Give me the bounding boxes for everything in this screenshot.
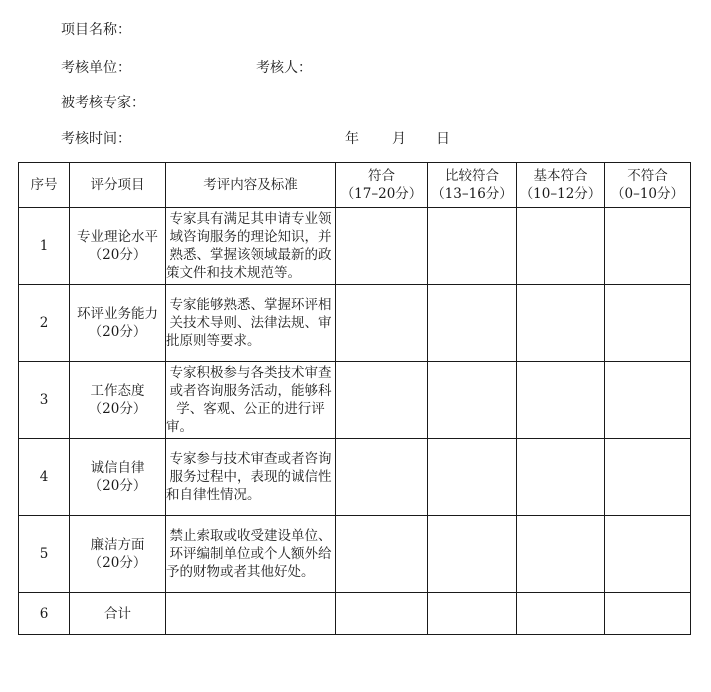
row-item-name: 专业理论水平	[77, 229, 158, 245]
row-item-name: 环评业务能力	[77, 306, 158, 322]
col-header-criteria: 考评内容及标准	[166, 163, 336, 208]
col-header-nonconform	[605, 163, 691, 208]
col-header-conform-range: （17–20分）	[340, 186, 423, 202]
col-header-nonconform-range: （0–10分）	[610, 186, 685, 202]
row-no: 1	[19, 208, 70, 285]
score-cell-conform[interactable]	[336, 362, 428, 439]
col-header-basic-conform	[517, 163, 605, 208]
total-row	[19, 593, 691, 635]
score-cell-conform[interactable]	[336, 285, 428, 362]
score-cell-basic-conform[interactable]	[517, 285, 605, 362]
assessed-expert-label: 被考核专家：	[61, 95, 145, 111]
row-item	[70, 439, 166, 516]
row-criteria: 专家能够熟悉、掌握环评相关技术导则、法律法规、审批原则等要求。	[166, 285, 336, 362]
total-cell-basic-conform[interactable]	[517, 593, 605, 635]
row-item-name: 廉洁方面	[90, 537, 145, 553]
row-no: 4	[19, 439, 70, 516]
score-cell-fairly-conform[interactable]	[428, 516, 517, 593]
date-month-label: 月	[392, 131, 406, 147]
score-cell-nonconform[interactable]	[605, 362, 691, 439]
total-criteria-cell	[166, 593, 336, 635]
col-header-basic-conform-title: 基本符合	[533, 168, 588, 184]
score-cell-fairly-conform[interactable]	[428, 208, 517, 285]
table-row	[19, 208, 691, 285]
score-cell-fairly-conform[interactable]	[428, 362, 517, 439]
score-cell-nonconform[interactable]	[605, 285, 691, 362]
table-row	[19, 439, 691, 516]
score-cell-conform[interactable]	[336, 516, 428, 593]
row-item-points: （20分）	[88, 324, 147, 340]
col-header-no: 序号	[19, 163, 70, 208]
assessment-unit-label: 考核单位：	[61, 60, 131, 76]
evaluation-table	[18, 162, 691, 635]
row-item	[70, 208, 166, 285]
score-cell-fairly-conform[interactable]	[428, 439, 517, 516]
total-cell-fairly-conform[interactable]	[428, 593, 517, 635]
row-criteria: 专家参与技术审查或者咨询服务过程中，表现的诚信性和自律性情况。	[166, 439, 336, 516]
col-header-fairly-conform-range: （13–16分）	[431, 186, 513, 202]
assessment-time-label: 考核时间：	[61, 131, 131, 147]
row-item-points: （20分）	[88, 555, 147, 571]
table-header-row	[19, 163, 691, 208]
row-item-points: （20分）	[88, 478, 147, 494]
total-cell-conform[interactable]	[336, 593, 428, 635]
table-row	[19, 516, 691, 593]
date-year-label: 年	[345, 131, 359, 147]
row-item	[70, 285, 166, 362]
score-cell-nonconform[interactable]	[605, 208, 691, 285]
table-row	[19, 362, 691, 439]
project-name-label: 项目名称：	[61, 22, 131, 38]
total-label: 合计	[70, 593, 166, 635]
row-no: 5	[19, 516, 70, 593]
row-criteria: 专家积极参与各类技术审查或者咨询服务活动，能够科学、客观、公正的进行评审。	[166, 362, 336, 439]
score-cell-basic-conform[interactable]	[517, 362, 605, 439]
row-no: 3	[19, 362, 70, 439]
score-cell-basic-conform[interactable]	[517, 516, 605, 593]
row-item	[70, 362, 166, 439]
row-item-name: 诚信自律	[90, 460, 145, 476]
col-header-conform-title: 符合	[368, 168, 395, 184]
score-cell-nonconform[interactable]	[605, 516, 691, 593]
row-item-points: （20分）	[88, 401, 147, 417]
date-day-label: 日	[436, 131, 450, 147]
col-header-fairly-conform	[428, 163, 517, 208]
score-cell-fairly-conform[interactable]	[428, 285, 517, 362]
col-header-item: 评分项目	[70, 163, 166, 208]
col-header-nonconform-title: 不符合	[627, 168, 668, 184]
row-criteria: 禁止索取或收受建设单位、环评编制单位或个人额外给予的财物或者其他好处。	[166, 516, 336, 593]
score-cell-conform[interactable]	[336, 439, 428, 516]
col-header-conform	[336, 163, 428, 208]
score-cell-basic-conform[interactable]	[517, 439, 605, 516]
table-row	[19, 285, 691, 362]
score-cell-basic-conform[interactable]	[517, 208, 605, 285]
total-row-no: 6	[19, 593, 70, 635]
assessor-label: 考核人：	[256, 60, 312, 76]
score-cell-nonconform[interactable]	[605, 439, 691, 516]
row-no: 2	[19, 285, 70, 362]
col-header-fairly-conform-title: 比较符合	[445, 168, 499, 184]
col-header-basic-conform-range: （10–12分）	[519, 186, 602, 202]
row-criteria: 专家具有满足其申请专业领域咨询服务的理论知识，并熟悉、掌握该领域最新的政策文件和技术规范等。	[166, 208, 336, 285]
total-cell-nonconform[interactable]	[605, 593, 691, 635]
row-item-name: 工作态度	[90, 383, 145, 399]
row-item-points: （20分）	[88, 247, 147, 263]
row-item	[70, 516, 166, 593]
score-cell-conform[interactable]	[336, 208, 428, 285]
